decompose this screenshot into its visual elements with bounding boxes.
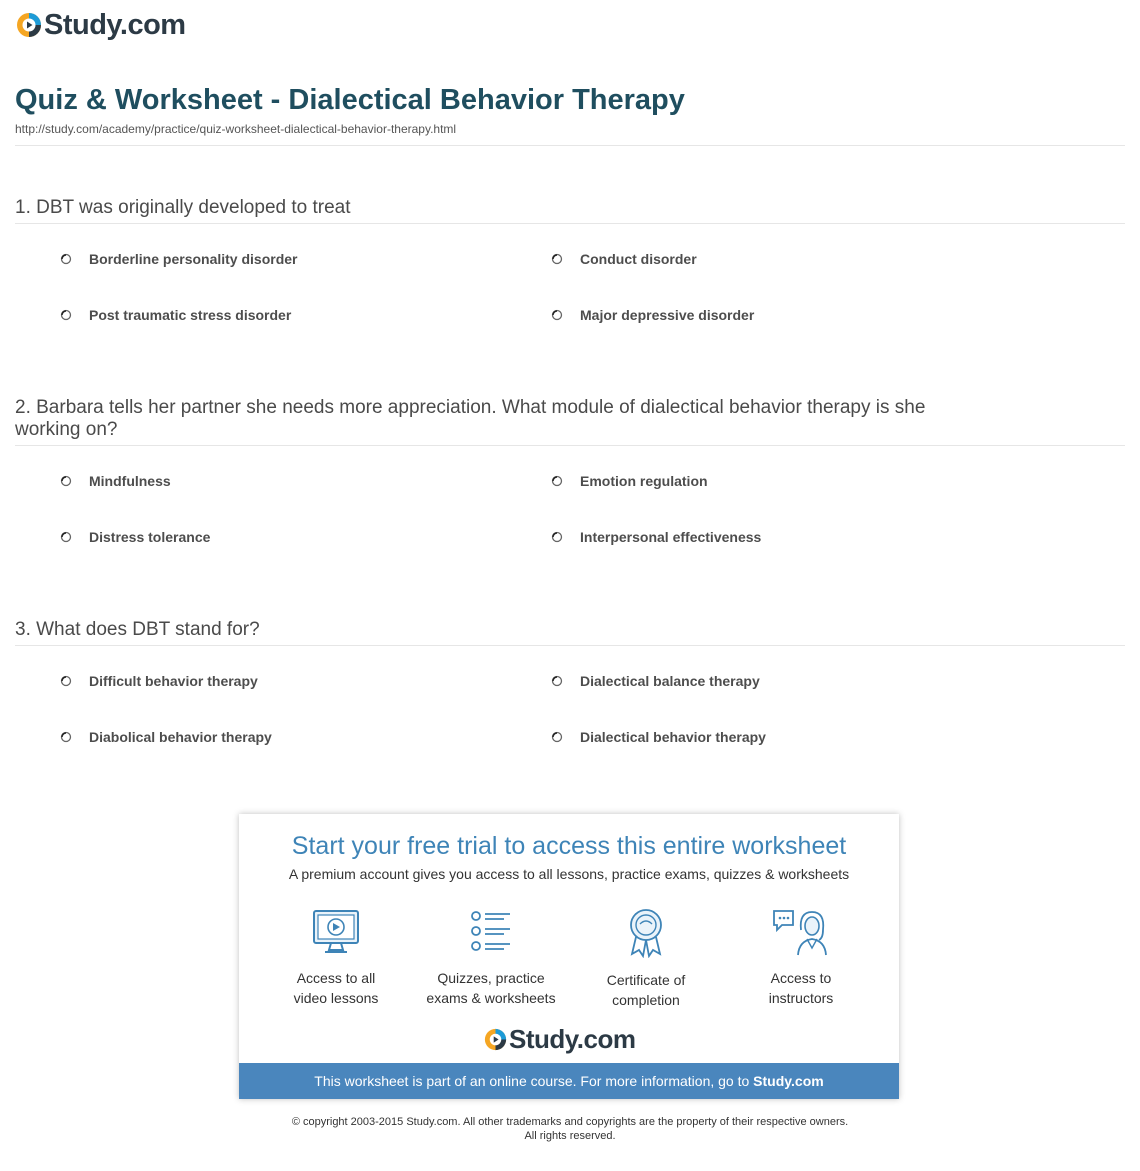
radio-icon <box>551 675 563 687</box>
answer-option[interactable] <box>551 251 697 267</box>
copyright-footer <box>0 1115 1140 1143</box>
radio-icon <box>60 731 72 743</box>
answer-option[interactable] <box>60 251 298 267</box>
logo-text: Study.com <box>509 1024 636 1054</box>
answer-option[interactable] <box>60 529 210 545</box>
option-label: Interpersonal effectiveness <box>580 529 762 545</box>
feature-instructors <box>726 908 876 1008</box>
answer-option[interactable] <box>551 473 708 489</box>
feature-label: exams & worksheets <box>426 990 556 1006</box>
option-label: Distress tolerance <box>89 529 211 545</box>
answer-option[interactable] <box>60 307 291 323</box>
feature-label: video lessons <box>293 990 379 1006</box>
page-title: Quiz & Worksheet - Dialectical Behavior Therapy <box>15 84 685 116</box>
radio-icon <box>60 253 72 265</box>
radio-icon <box>551 731 563 743</box>
question-2: 2. Barbara tells her partner she needs more appreciation. What module of dialectical behavior therapy is she working on? <box>15 397 926 440</box>
copyright-line: © copyright 2003-2015 Study.com. All other trademarks and copyrights are the property of their respective owners. <box>291 1116 849 1128</box>
answer-option[interactable] <box>60 673 258 689</box>
answer-option[interactable] <box>551 529 761 545</box>
divider <box>15 645 1125 646</box>
study-logo-icon <box>484 1028 507 1051</box>
answer-option[interactable] <box>60 729 272 745</box>
promo-subtitle: A premium account gives you access to all lessons, practice exams, quizzes & worksheets <box>288 866 850 882</box>
option-label: Difficult behavior therapy <box>89 673 258 689</box>
answer-option[interactable] <box>60 473 171 489</box>
promo-info-bar <box>239 1063 899 1099</box>
feature-label: Access to <box>770 970 832 986</box>
option-label: Post traumatic stress disorder <box>89 307 292 323</box>
logo-text: Study.com <box>44 8 186 41</box>
feature-label: completion <box>612 992 680 1008</box>
study-link[interactable]: Study.com <box>753 1073 824 1089</box>
study-logo-icon <box>16 12 42 38</box>
radio-icon <box>551 309 563 321</box>
feature-label: Quizzes, practice <box>437 970 545 986</box>
radio-icon <box>60 531 72 543</box>
feature-label: Access to all <box>296 970 376 986</box>
feature-label: instructors <box>768 990 834 1006</box>
radio-icon <box>60 475 72 487</box>
answer-option[interactable] <box>551 307 754 323</box>
instructor-icon <box>771 908 831 956</box>
radio-icon <box>551 531 563 543</box>
feature-label: Certificate of <box>606 972 686 988</box>
divider <box>15 223 1125 224</box>
answer-option[interactable] <box>551 673 760 689</box>
feature-quizzes <box>416 908 566 1008</box>
page-url: http://study.com/academy/practice/quiz-worksheet-dialectical-behavior-therapy.html <box>15 122 457 136</box>
question-1: 1. DBT was originally developed to treat <box>15 197 351 218</box>
radio-icon <box>60 675 72 687</box>
certificate-icon <box>621 908 671 958</box>
feature-certificate <box>571 908 721 1010</box>
option-label: Diabolical behavior therapy <box>89 729 272 745</box>
divider <box>15 145 1125 146</box>
option-label: Major depressive disorder <box>580 307 755 323</box>
radio-icon <box>551 475 563 487</box>
promo-bar-text: This worksheet is part of an online course. For more information, go to <box>314 1073 754 1089</box>
option-label: Dialectical balance therapy <box>580 673 760 689</box>
option-label: Dialectical behavior therapy <box>580 729 766 745</box>
radio-icon <box>551 253 563 265</box>
quiz-list-icon <box>466 908 516 956</box>
feature-video-lessons <box>261 908 411 1008</box>
question-3: 3. What does DBT stand for? <box>15 619 260 640</box>
radio-icon <box>60 309 72 321</box>
study-logo[interactable] <box>16 8 186 42</box>
divider <box>15 445 1125 446</box>
video-lesson-icon <box>311 908 361 956</box>
answer-option[interactable] <box>551 729 766 745</box>
promo-title[interactable]: Start your free trial to access this entire worksheet <box>291 832 847 860</box>
option-label: Conduct disorder <box>580 251 697 267</box>
option-label: Mindfulness <box>89 473 171 489</box>
free-trial-promo <box>239 814 899 1099</box>
promo-study-logo[interactable] <box>484 1026 635 1052</box>
option-label: Emotion regulation <box>580 473 708 489</box>
rights-line: All rights reserved. <box>524 1130 616 1142</box>
option-label: Borderline personality disorder <box>89 251 298 267</box>
